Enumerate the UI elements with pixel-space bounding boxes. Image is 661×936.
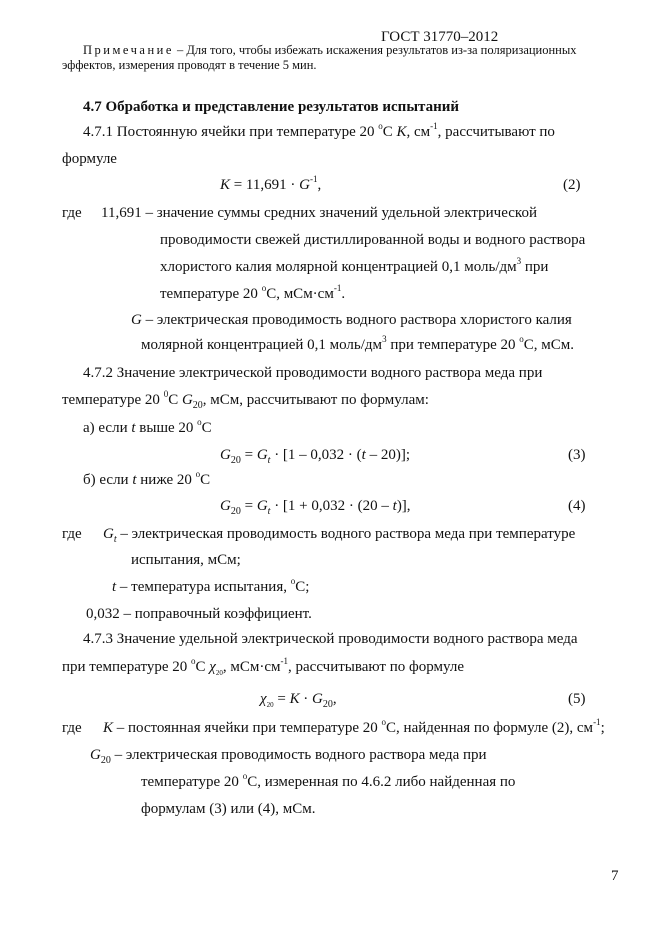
where-1-line-2: проводимости свежей дистиллированной воды и водного раствора	[160, 232, 586, 248]
where-3-line-3: температуре 20 $^о$С, измеренная по 4.6.2 либо найденная по	[141, 771, 516, 790]
para-4-7-1-line-2: формуле	[62, 151, 117, 167]
case-b: б) если t ниже 20 $^о$С	[83, 469, 211, 488]
para-4-7-1-line-1: 4.7.1 Постоянную ячейки при температуре 20 $^о$С К, $см^{-1}$, рассчитывают по	[83, 121, 555, 140]
where-2-line-2: испытания, мСм;	[131, 552, 241, 568]
equation-4: $G_{20} = G_t \cdot [1 + 0,032 \cdot (20 - t)]$,	[220, 498, 411, 517]
where-1-line-1: 11,691 – значение суммы средних значений удельной электрической	[101, 205, 537, 221]
equation-5-number: (5)	[568, 691, 586, 707]
para-4-7-2-line-1: 4.7.2 Значение электрической проводимости водного раствора меда при	[83, 365, 543, 381]
equation-3: $G_{20} = G_t \cdot [1 - 0,032 \cdot (t - 20)]$;	[220, 447, 411, 466]
where-2-line-1: $G_t$ – электрическая проводимость водного раствора меда при температуре	[103, 526, 576, 545]
where-1-line-5: G – электрическая проводимость водного раствора хлористого калия	[131, 312, 572, 328]
para-4-7-3-line-1: 4.7.3 Значение удельной электрической проводимости водного раствора меда	[83, 631, 578, 647]
where-label: где	[62, 205, 82, 221]
where-3-line-2: $G_{20}$ – электрическая проводимость водного раствора меда при	[90, 747, 487, 766]
section-title: 4.7 Обработка и представление результатов испытаний	[83, 99, 460, 115]
where-1-line-3: хлористого калия молярной концентрацией 0,1 моль/$дм^3$ при	[160, 256, 549, 275]
where-3-line-1: К – постоянная ячейки при температуре 20 $^о$С, найденная по формуле (2), $см^{-1}$;	[103, 717, 605, 736]
equation-3-number: (3)	[568, 447, 586, 463]
where-2-line-3: t – температура испытания, $^о$С;	[112, 576, 310, 595]
equation-2: $К = 11,691 \cdot G^{-1}$,	[220, 174, 322, 193]
where-1-line-6: молярной концентрацией 0,1 моль/$дм^3$ при температуре 20 $^о$С, мСм.	[141, 334, 575, 353]
where-3-line-4: формулам (3) или (4), мСм.	[141, 801, 316, 817]
note-line-1: Примечание – Для того, чтобы избежать искажения результатов из-за поляризационных	[83, 43, 577, 57]
document-code: ГОСТ 31770–2012	[381, 29, 499, 45]
where-2-line-4: 0,032 – поправочный коэффициент.	[86, 606, 312, 622]
note-line-2: эффектов, измерения проводят в течение 5 мин.	[62, 58, 317, 72]
para-4-7-3-line-2: при температуре 20 $^о$С $\chi_{20}$, $мСм\cdot см^{-1}$, рассчитывают по формуле	[62, 656, 464, 677]
case-a: а) если t выше 20 $^о$С	[83, 417, 212, 436]
equation-4-number: (4)	[568, 498, 586, 514]
para-4-7-2-line-2: температуре 20 $^0$С $G_{20}$, мСм, рассчитывают по формулам:	[62, 389, 429, 411]
where-label: где	[62, 720, 82, 736]
where-1-line-4: температуре 20 $^о$С, $мСм\cdot см^{-1}$.	[160, 283, 346, 302]
page-number: 7	[611, 868, 619, 884]
equation-5: $\chi_{20} = К \cdot G_{20}$,	[260, 691, 337, 710]
equation-2-number: (2)	[563, 177, 581, 193]
note-label: Примечание	[83, 43, 174, 57]
where-label: где	[62, 526, 82, 542]
